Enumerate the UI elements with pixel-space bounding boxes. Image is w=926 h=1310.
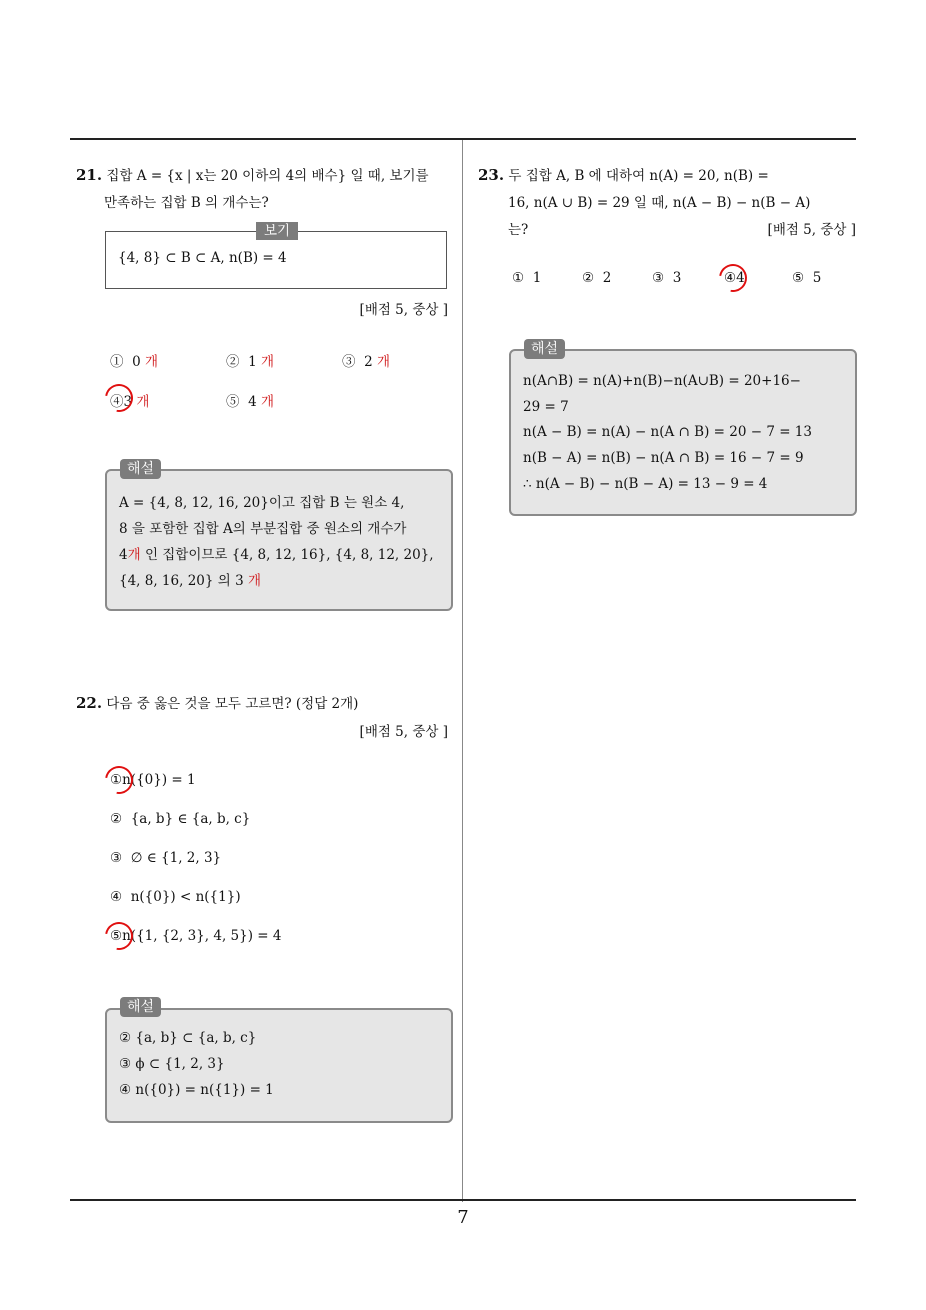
question-text-line1: 집합 A = {x | x는 20 이하의 4의 배수} 일 때, 보기를: [106, 168, 429, 184]
question-meta: [배점 5, 중상 ]: [359, 724, 448, 740]
answer-circle-mark: [100, 379, 139, 418]
solution-label: 해설: [524, 339, 565, 359]
choice-3[interactable]: ③ ∅ ∈ {1, 2, 3}: [110, 850, 222, 866]
question-23: [478, 162, 860, 244]
choice-5[interactable]: ⑤ 5: [792, 270, 822, 286]
choice-3[interactable]: ③ 2 개: [342, 354, 391, 370]
question-text: 다음 중 옳은 것을 모두 고르면? (정답 2개): [106, 696, 359, 712]
bogi-content: {4, 8} ⊂ B ⊂ A, n(B) = 4: [118, 250, 287, 266]
bottom-rule: [70, 1199, 856, 1201]
choice-1[interactable]: ① 0 개: [110, 354, 159, 370]
choice-4[interactable]: ④3 개: [110, 394, 150, 410]
choice-4[interactable]: ④ n({0}) < n({1}): [110, 889, 241, 905]
solution-box: n(A∩B) = n(A)+n(B)−n(A∪B) = 20+16− 29 = 7 n(A − B) = n(A) − n(A ∩ B) = 20 − 7 = 13 n(B − A) = n(B) − n(A ∩ B) = 16 − 7 = 9 ∴ n(A − B) − n(B − A) = 13 − 9 = 4: [509, 349, 857, 516]
question-text-line2: 16, n(A ∪ B) = 29 일 때, n(A − B) − n(B − A): [508, 195, 811, 211]
choice-4[interactable]: ④4: [724, 270, 745, 286]
choice-1[interactable]: ①n({0}) = 1: [110, 772, 196, 788]
question-text-line1: 두 집합 A, B 에 대하여 n(A) = 20, n(B) =: [508, 168, 769, 184]
question-text-line2: 만족하는 집합 B 의 개수는?: [104, 195, 269, 211]
choice-2[interactable]: ② {a, b} ∈ {a, b, c}: [110, 811, 251, 827]
choice-5[interactable]: ⑤ 4 개: [226, 394, 275, 410]
choice-2[interactable]: ② 1 개: [226, 354, 275, 370]
solution-box: ② {a, b} ⊂ {a, b, c} ③ ϕ ⊂ {1, 2, 3} ④ n({0}) = n({1}) = 1: [105, 1008, 453, 1123]
column-divider: [462, 140, 463, 1202]
question-meta: [배점 5, 중상 ]: [359, 302, 448, 318]
question-21: [76, 162, 458, 217]
question-number: 21.: [76, 166, 103, 184]
question-meta: [배점 5, 중상 ]: [767, 222, 856, 238]
answer-circle-mark: [100, 917, 139, 956]
bogi-label: 보기: [256, 222, 298, 240]
choice-2[interactable]: ② 2: [582, 270, 612, 286]
question-number: 22.: [76, 694, 103, 712]
top-rule: [70, 138, 856, 140]
solution-box: A = {4, 8, 12, 16, 20}이고 집합 B 는 원소 4, 8 을 포함한 집합 A의 부분집합 중 원소의 개수가 4개 인 집합이므로 {4, 8, 12, 16}, {4, 8, 12, 20}, {4, 8, 16, 20} 의 3 개: [105, 469, 453, 611]
solution-label: 해설: [120, 459, 161, 479]
answer-circle-mark: [714, 259, 753, 298]
solution-label: 해설: [120, 997, 161, 1017]
page-number: 7: [457, 1207, 469, 1228]
answer-circle-mark: [100, 761, 139, 800]
choice-5[interactable]: ⑤n({1, {2, 3}, 4, 5}) = 4: [110, 928, 282, 944]
choice-3[interactable]: ③ 3: [652, 270, 682, 286]
choice-1[interactable]: ① 1: [512, 270, 542, 286]
question-text-line3: 는?: [508, 222, 529, 238]
question-22: [76, 690, 458, 718]
question-number: 23.: [478, 166, 505, 184]
